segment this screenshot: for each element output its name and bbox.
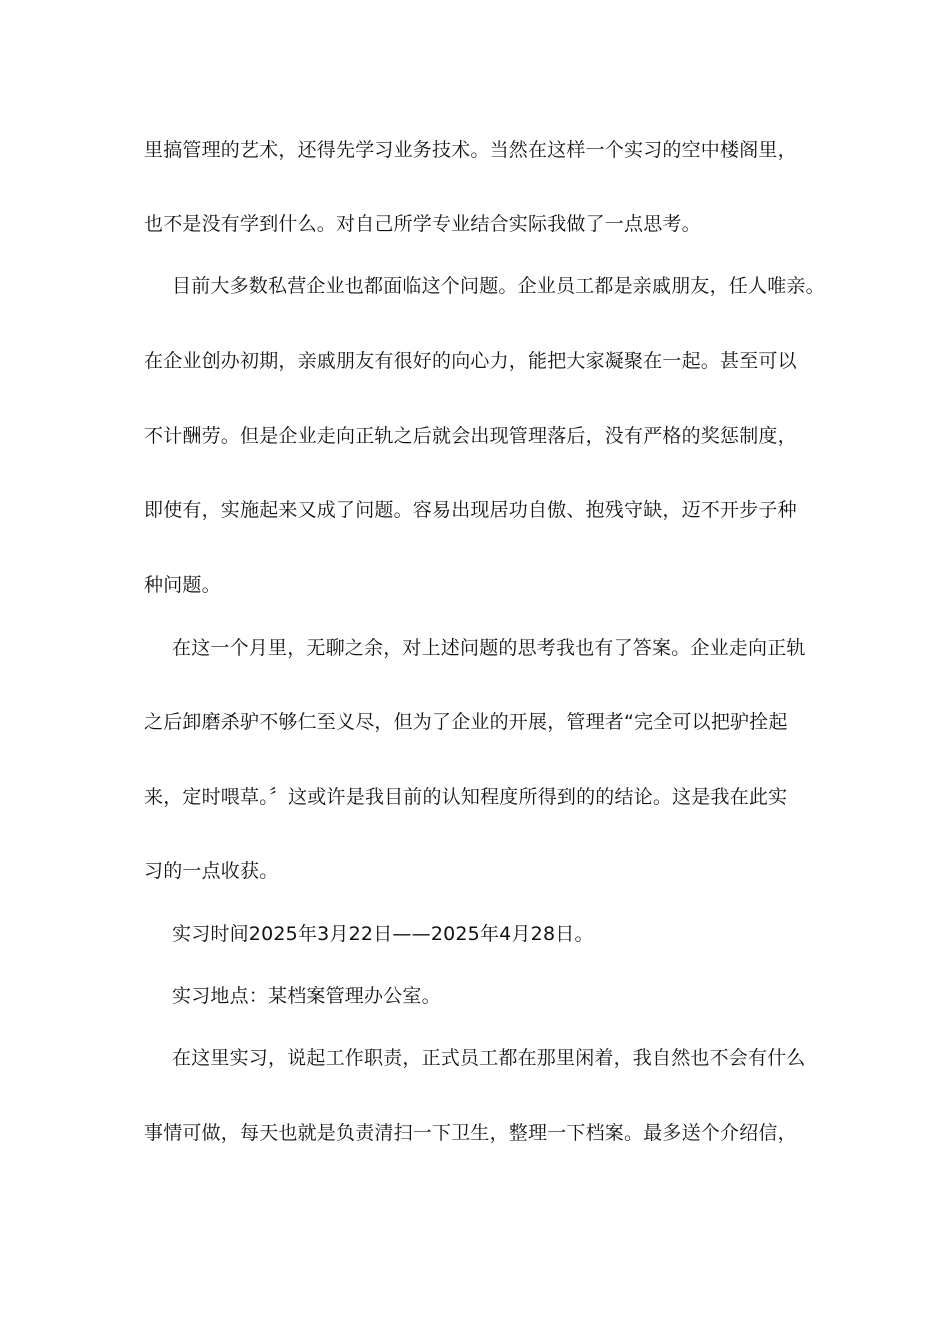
paragraph-start-line-3: 目前大多数私营企业也都面临这个问题。企业员工都是亲戚朋友，任人唯亲。 <box>172 275 825 297</box>
text-line-9: 之后卸磨杀驴不够仁至义尽，但为了企业的开展，管理者“完全可以把驴拴起 <box>144 711 788 733</box>
text-line-6: 即使有，实施起来又成了问题。容易出现居功自傲、抱残守缺，迈不开步子种 <box>144 499 797 521</box>
text-line-11: 习的一点收获。 <box>144 860 279 882</box>
text-line-2: 也不是没有学到什么。对自己所学专业结合实际我做了一点思考。 <box>144 213 701 235</box>
paragraph-start-line-14: 在这里实习，说起工作职责，正式员工都在那里闲着，我自然也不会有什么 <box>172 1047 806 1069</box>
paragraph-start-line-8: 在这一个月里，无聊之余，对上述问题的思考我也有了答案。企业走向正轨 <box>172 637 806 659</box>
text-line-15: 事情可做，每天也就是负责清扫一下卫生，整理一下档案。最多送个介绍信， <box>144 1122 797 1144</box>
internship-time-line: 实习时间2025年3月22日——2025年4月28日。 <box>172 923 594 945</box>
internship-location-line: 实习地点：某档案管理办公室。 <box>172 985 441 1007</box>
text-line-1: 里搞管理的艺术，还得先学习业务技术。当然在这样一个实习的空中楼阁里， <box>144 139 797 161</box>
text-line-4: 在企业创办初期，亲戚朋友有很好的向心力，能把大家凝聚在一起。甚至可以 <box>144 350 797 372</box>
text-line-7: 种问题。 <box>144 574 221 596</box>
text-line-5: 不计酬劳。但是企业走向正轨之后就会出现管理落后，没有严格的奖惩制度， <box>144 425 797 447</box>
text-line-10: 来，定时喂草。〞这或许是我目前的认知程度所得到的的结论。这是我在此实 <box>144 786 788 808</box>
